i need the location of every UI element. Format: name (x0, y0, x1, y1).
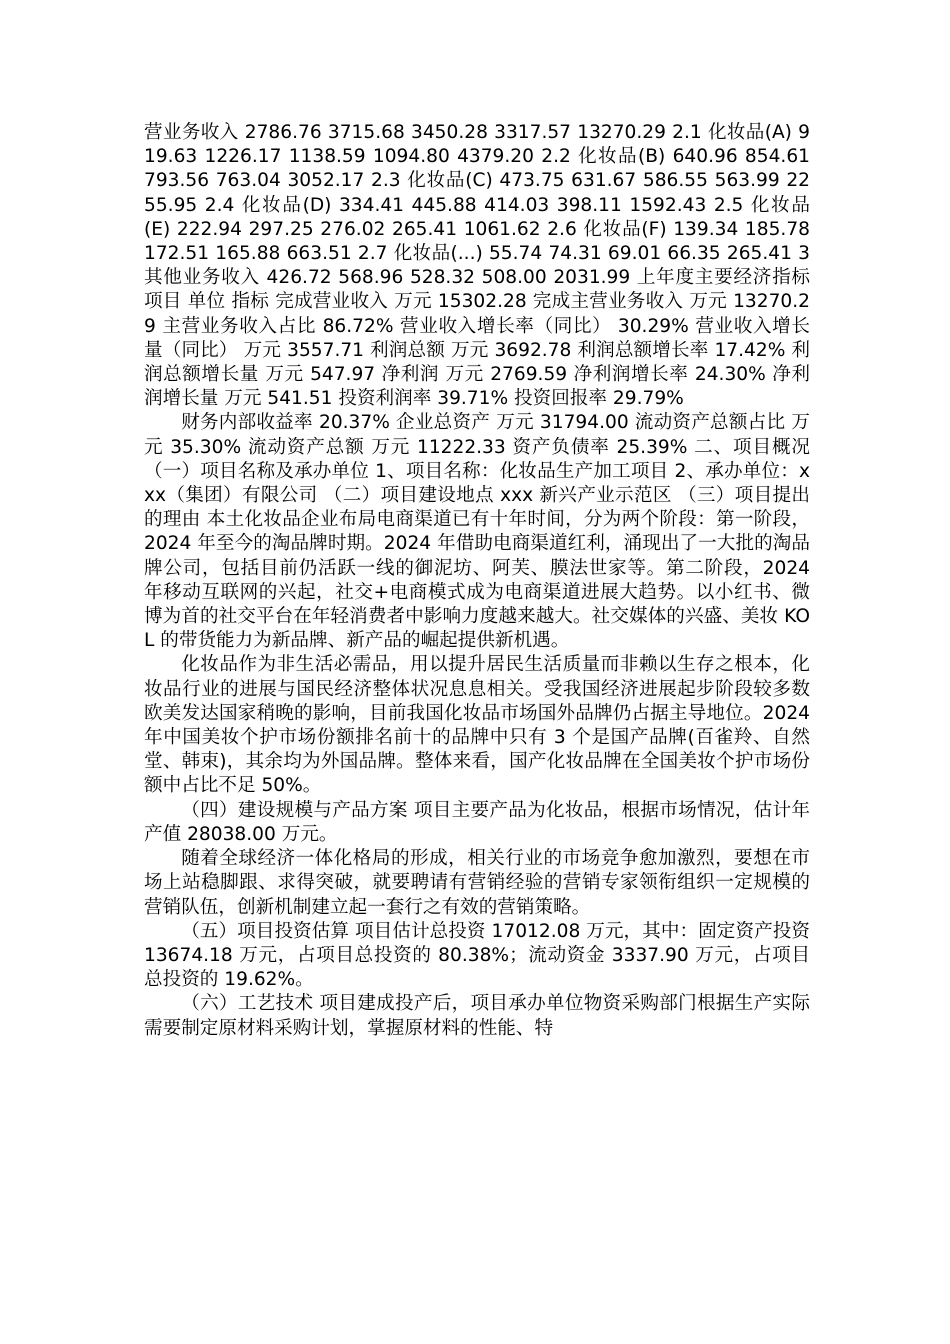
paragraph-marketing: 随着全球经济一体化格局的形成，相关行业的市场竞争愈加激烈，要想在市场上站稳脚跟、求得突破，就要聘请有营销经验的营销专家领衔组织一定规模的营销队伍，创新机制建立起一套行之有效的营销策略。 (144, 848, 810, 918)
paragraph-industry-status: 化妆品作为非生活必需品，用以提升居民生活质量而非赖以生存之根本，化妆品行业的进展与国民经济整体状况息息相关。受我国经济进展起步阶段较多数欧美发达国家稍晚的影响，目前我国化妆品市场国外品牌仍占据主导地位。2024 年中国美妆个护市场份额排名前十的品牌中只有 3 个是国产品牌(百雀羚、自然堂、韩束)，其余均为外国品牌。整体来看，国产化妆品牌在全国美妆个护市场份额中占比不足 50%。 (144, 654, 810, 797)
document-page (144, 121, 810, 1041)
paragraph-investment: （五）项目投资估算 项目估计总投资 17012.08 万元，其中：固定资产投资 13674.18 万元，占项目总投资的 80.38%；流动资金 3337.90 万元，占项目总投资的 19.62%。 (144, 920, 810, 991)
paragraph-scale-products: （四）建设规模与产品方案 项目主要产品为化妆品，根据市场情况，估计年产值 28038.00 万元。 (144, 799, 810, 845)
paragraph-revenue-table: 营业务收入 2786.76 3715.68 3450.28 3317.57 13270.29 2.1 化妆品(A) 919.63 1226.17 1138.59 1094.80 4379.20 2.2 化妆品(B) 640.96 854.61 793.56 763.04 3052.17 2.3 化妆品(C) 473.75 631.67 586.55 563.99 2255.95 2.4 化妆品(D) 334.41 445.88 414.03 398.11 1592.43 2.5 化妆品(E) 222.94 297.25 276.02 265.41 1061.62 2.6 化妆品(F) 139.34 185.78 172.51 165.88 663.51 2.7 化妆品(...) 55.74 74.31 69.01 66.35 265.41 3 其他业务收入 426.72 568.96 528.32 508.00 2031.99 上年度主要经济指标 项目 单位 指标 完成营业收入 万元 15302.28 完成主营业务收入 万元 13270.29 主营业务收入占比 86.72% 营业收入增长率（同比） 30.29% 营业收入增长量（同比） 万元 3557.71 利润总额 万元 3692.78 利润总额增长率 17.42% 利润总额增长量 万元 547.97 净利润 万元 2769.59 净利润增长率 24.30% 净利润增长量 万元 541.51 投资利润率 39.71% 投资回报率 29.79% (144, 122, 810, 410)
paragraph-project-overview: 财务内部收益率 20.37% 企业总资产 万元 31794.00 流动资产总额占比 万元 35.30% 流动资产总额 万元 11222.33 资产负债率 25.39% 二、项目概况 （一）项目名称及承办单位 1、项目名称：化妆品生产加工项目 2、承办单位：xxx（集团）有限公司 （二）项目建设地点 xxx 新兴产业示范区 （三）项目提出的理由 本土化妆品企业布局电商渠道已有十年时间，分为两个阶段：第一阶段，2024 年至今的淘品牌时期。2024 年借助电商渠道红利，涌现出了一大批的淘品牌公司，包括目前仍活跃一线的御泥坊、阿芙、膜法世家等。第二阶段，2024 年移动互联网的兴起，社交+电商模式成为电商渠道进展大趋势。以小红书、微博为首的社交平台在年轻消费者中影响力度越来越大。社交媒体的兴盛、美妆 KOL 的带货能力为新品牌、新产品的崛起提供新机遇。 (144, 412, 810, 652)
paragraph-technology: （六）工艺技术 项目建成投产后，项目承办单位物资采购部门根据生产实际需要制定原材料采购计划，掌握原材料的性能、特 (144, 993, 810, 1039)
